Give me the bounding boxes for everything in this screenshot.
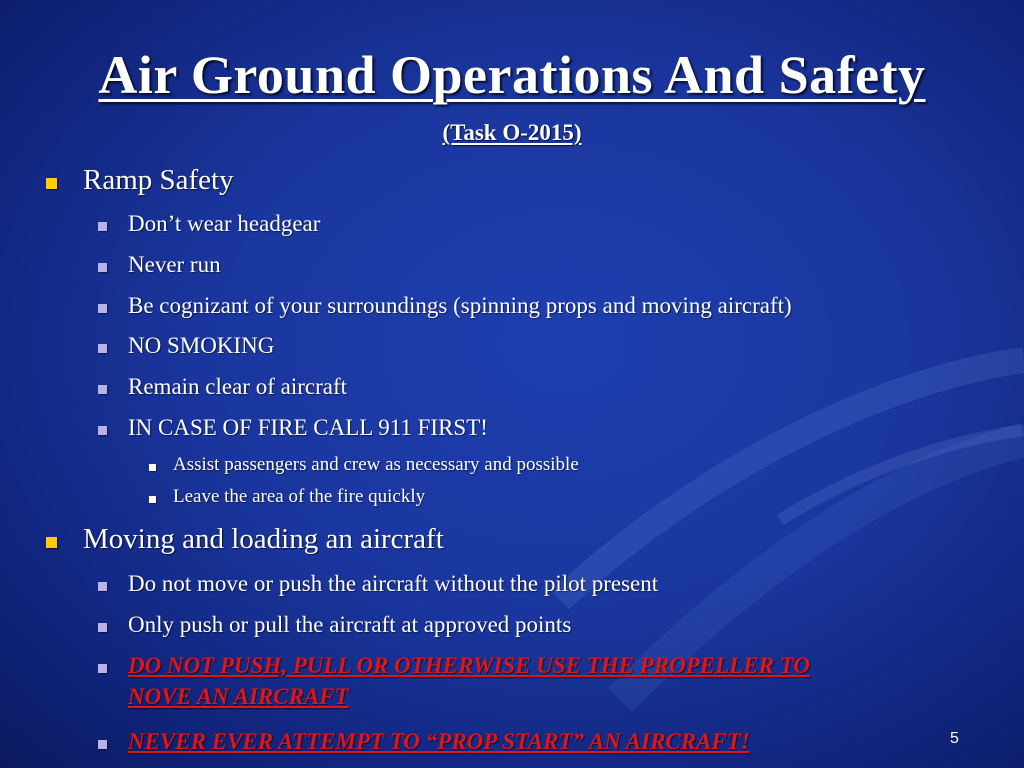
list-item: Don’t wear headgear (128, 211, 321, 236)
section-heading-ramp-safety: Ramp Safety (83, 164, 234, 196)
bullet-square-icon (46, 537, 57, 548)
bullet-square-icon (98, 222, 107, 231)
bullet-square-icon (46, 178, 57, 189)
warning-item-prop-start: NEVER EVER ATTEMPT TO “PROP START” AN AIRCRAFT! (128, 729, 750, 754)
bullet-square-icon (149, 496, 156, 503)
list-item: IN CASE OF FIRE CALL 911 FIRST! (128, 415, 488, 440)
list-item: NO SMOKING (128, 333, 275, 358)
list-item: Only push or pull the aircraft at approved points (128, 612, 572, 637)
bullet-square-icon (149, 464, 156, 471)
list-item: Remain clear of aircraft (128, 374, 348, 399)
sub-list-item: Assist passengers and crew as necessary and possible (173, 454, 579, 475)
sub-list-item: Leave the area of the fire quickly (173, 486, 426, 507)
bullet-square-icon (98, 304, 107, 313)
bullet-square-icon (98, 344, 107, 353)
section-heading-moving-loading: Moving and loading an aircraft (83, 523, 444, 555)
bullet-square-icon (98, 664, 107, 673)
list-item: Never run (128, 252, 221, 277)
bullet-square-icon (98, 263, 107, 272)
warning-item-propeller: DO NOT PUSH, PULL OR OTHERWISE USE THE PROPELLER TO NOVE AN AIRCRAFT (128, 653, 810, 709)
slide-subtitle: (Task O-2015) (442, 120, 582, 145)
list-item: Be cognizant of your surroundings (spinning props and moving aircraft) (128, 293, 792, 318)
bullet-square-icon (98, 426, 107, 435)
slide-title: Air Ground Operations And Safety (98, 45, 926, 105)
bullet-square-icon (98, 582, 107, 591)
page-number: 5 (950, 730, 959, 747)
bullet-square-icon (98, 740, 107, 749)
bullet-square-icon (98, 623, 107, 632)
list-item: Do not move or push the aircraft without the pilot present (128, 571, 659, 596)
bullet-square-icon (98, 385, 107, 394)
